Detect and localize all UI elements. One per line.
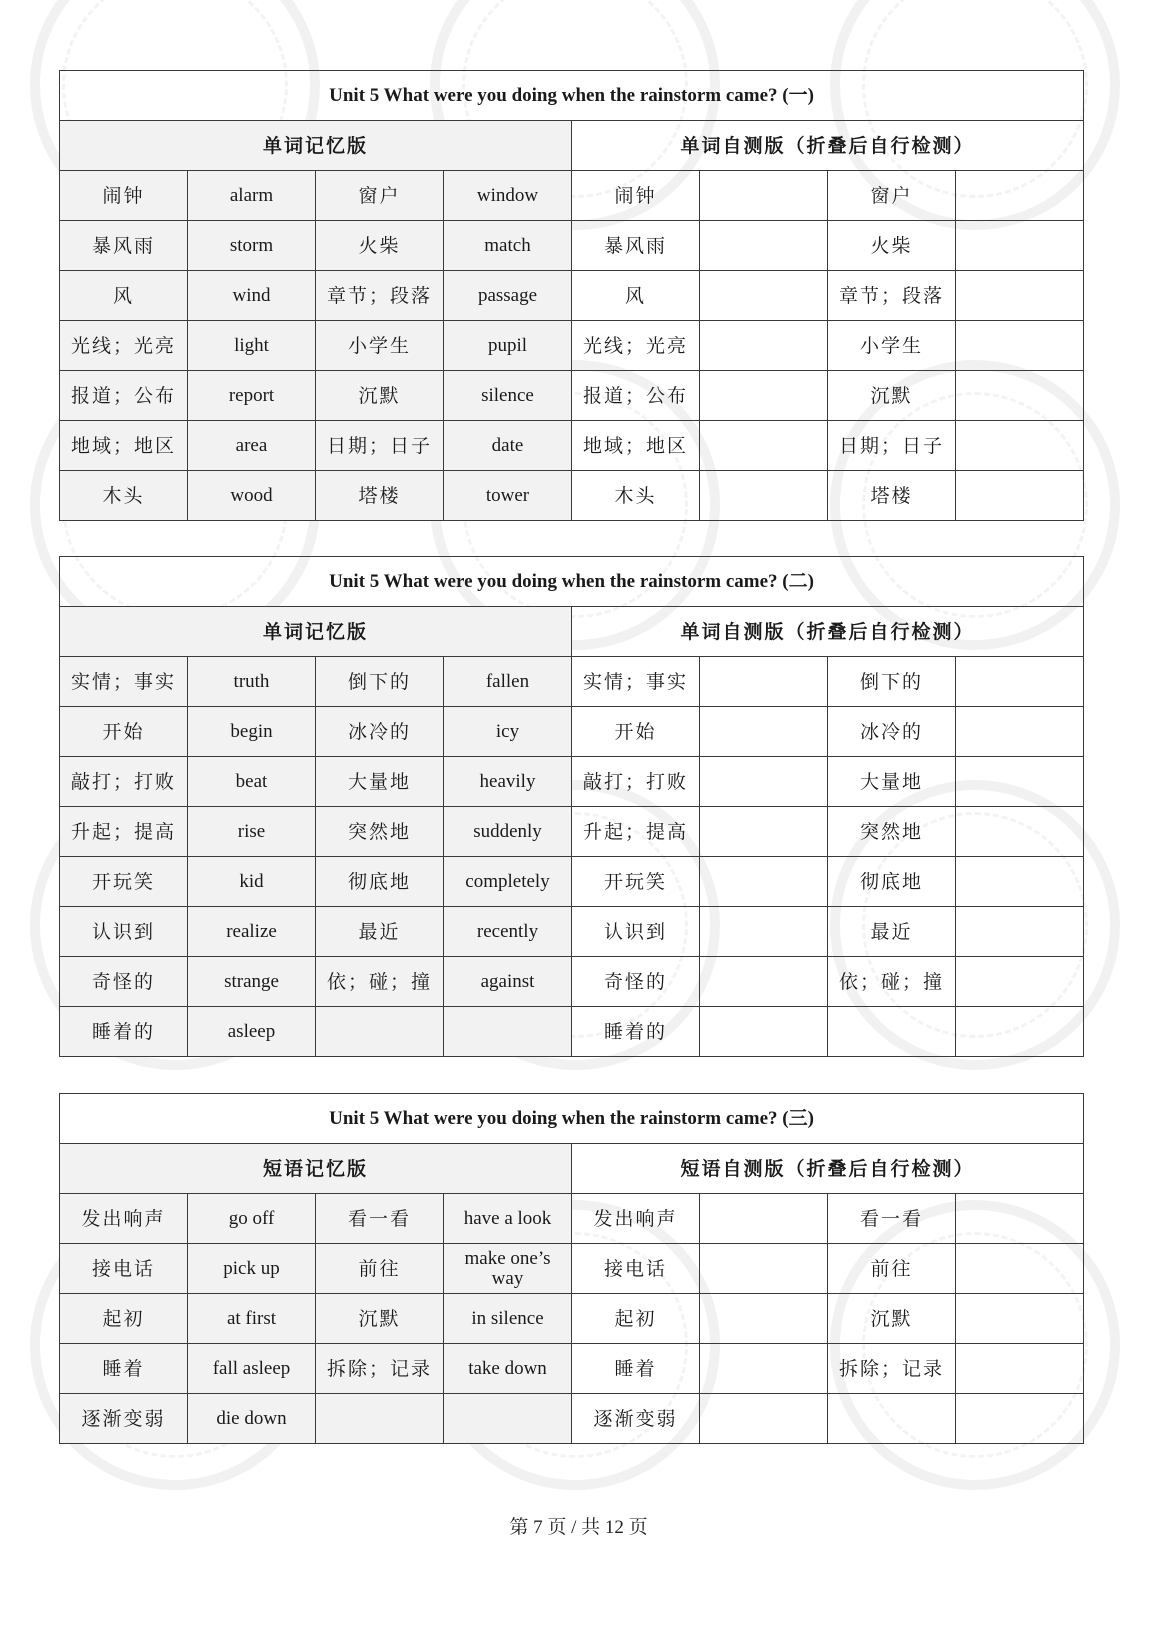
chinese-phrase: 逐渐变弱: [60, 1394, 188, 1444]
answer-blank: [700, 757, 828, 807]
answer-blank: [700, 171, 828, 221]
test-chinese-phrase: 前往: [828, 1244, 956, 1294]
test-chinese-phrase: 看一看: [828, 1194, 956, 1244]
answer-blank: [700, 371, 828, 421]
chinese-word: 突然地: [316, 807, 444, 857]
chinese-word: 依；碰；撞: [316, 957, 444, 1007]
test-chinese-phrase: 逐渐变弱: [572, 1394, 700, 1444]
self-test-header: 短语自测版（折叠后自行检测）: [572, 1144, 1084, 1194]
answer-blank: [956, 957, 1084, 1007]
english-word: truth: [188, 657, 316, 707]
test-chinese-phrase: 睡着: [572, 1344, 700, 1394]
answer-blank: [700, 857, 828, 907]
english-word: realize: [188, 907, 316, 957]
memory-header: 单词记忆版: [60, 607, 572, 657]
test-chinese-word: 沉默: [828, 371, 956, 421]
table-row: [60, 957, 1084, 1007]
english-word: suddenly: [444, 807, 572, 857]
chinese-word: 光线；光亮: [60, 321, 188, 371]
chinese-word: 认识到: [60, 907, 188, 957]
chinese-word: 彻底地: [316, 857, 444, 907]
english-phrase: make one’s way: [444, 1244, 572, 1294]
table-title: Unit 5 What were you doing when the rainstorm came? (二): [60, 557, 1084, 607]
chinese-word: 开始: [60, 707, 188, 757]
english-word: against: [444, 957, 572, 1007]
english-word: heavily: [444, 757, 572, 807]
test-chinese-word: 窗户: [828, 171, 956, 221]
chinese-word: 睡着的: [60, 1007, 188, 1057]
self-test-header: 单词自测版（折叠后自行检测）: [572, 607, 1084, 657]
test-chinese-word: 小学生: [828, 321, 956, 371]
chinese-word: 奇怪的: [60, 957, 188, 1007]
chinese-word: 风: [60, 271, 188, 321]
table-row: [60, 171, 1084, 221]
test-chinese-word: 光线；光亮: [572, 321, 700, 371]
test-chinese-word: 日期；日子: [828, 421, 956, 471]
table-row: [60, 757, 1084, 807]
chinese-word: 冰冷的: [316, 707, 444, 757]
test-chinese-word: 火柴: [828, 221, 956, 271]
test-chinese-word: 闹钟: [572, 171, 700, 221]
answer-blank: [700, 421, 828, 471]
chinese-word: 沉默: [316, 371, 444, 421]
table-row: [60, 421, 1084, 471]
test-chinese-word: 冰冷的: [828, 707, 956, 757]
test-chinese-word: 风: [572, 271, 700, 321]
english-word: pupil: [444, 321, 572, 371]
chinese-word: 实情；事实: [60, 657, 188, 707]
english-phrase: in silence: [444, 1294, 572, 1344]
chinese-phrase: 沉默: [316, 1294, 444, 1344]
english-word: icy: [444, 707, 572, 757]
answer-blank: [956, 857, 1084, 907]
chinese-word: 最近: [316, 907, 444, 957]
table-row: [60, 371, 1084, 421]
chinese-word: 小学生: [316, 321, 444, 371]
english-word: kid: [188, 857, 316, 907]
english-word: [444, 1007, 572, 1057]
vocab-table-1: [59, 70, 1084, 521]
answer-blank: [700, 271, 828, 321]
english-word: date: [444, 421, 572, 471]
table-row: [60, 1344, 1084, 1394]
self-test-header: 单词自测版（折叠后自行检测）: [572, 121, 1084, 171]
answer-blank: [700, 907, 828, 957]
test-chinese-word: 暴风雨: [572, 221, 700, 271]
english-word: completely: [444, 857, 572, 907]
test-chinese-word: 报道；公布: [572, 371, 700, 421]
test-chinese-word: 实情；事实: [572, 657, 700, 707]
chinese-word: 章节；段落: [316, 271, 444, 321]
answer-blank: [956, 221, 1084, 271]
table-row: [60, 221, 1084, 271]
chinese-word: 敲打；打败: [60, 757, 188, 807]
english-phrase: at first: [188, 1294, 316, 1344]
english-word: alarm: [188, 171, 316, 221]
english-word: tower: [444, 471, 572, 521]
answer-blank: [700, 1294, 828, 1344]
chinese-word: 暴风雨: [60, 221, 188, 271]
table-row: [60, 1194, 1084, 1244]
chinese-word: 闹钟: [60, 171, 188, 221]
english-word: begin: [188, 707, 316, 757]
table-row: [60, 857, 1084, 907]
english-word: passage: [444, 271, 572, 321]
answer-blank: [700, 707, 828, 757]
english-word: light: [188, 321, 316, 371]
table-row: [60, 1244, 1084, 1294]
memory-header: 短语记忆版: [60, 1144, 572, 1194]
english-word: wind: [188, 271, 316, 321]
answer-blank: [700, 1194, 828, 1244]
test-chinese-phrase: 拆除；记录: [828, 1344, 956, 1394]
answer-blank: [956, 1394, 1084, 1444]
english-word: asleep: [188, 1007, 316, 1057]
answer-blank: [956, 657, 1084, 707]
answer-blank: [700, 657, 828, 707]
test-chinese-word: 开玩笑: [572, 857, 700, 907]
test-chinese-word: 开始: [572, 707, 700, 757]
table-row: [60, 807, 1084, 857]
test-chinese-word: 大量地: [828, 757, 956, 807]
answer-blank: [700, 221, 828, 271]
english-word: report: [188, 371, 316, 421]
chinese-word: 倒下的: [316, 657, 444, 707]
test-chinese-word: 睡着的: [572, 1007, 700, 1057]
answer-blank: [956, 1294, 1084, 1344]
chinese-phrase: 起初: [60, 1294, 188, 1344]
table-row: [60, 1394, 1084, 1444]
chinese-phrase: [316, 1394, 444, 1444]
chinese-word: 木头: [60, 471, 188, 521]
table-row: [60, 1007, 1084, 1057]
english-phrase: pick up: [188, 1244, 316, 1294]
chinese-phrase: 看一看: [316, 1194, 444, 1244]
chinese-word: 开玩笑: [60, 857, 188, 907]
table-row: [60, 471, 1084, 521]
answer-blank: [956, 807, 1084, 857]
test-chinese-word: 升起；提高: [572, 807, 700, 857]
chinese-phrase: 接电话: [60, 1244, 188, 1294]
english-word: beat: [188, 757, 316, 807]
english-word: wood: [188, 471, 316, 521]
english-word: rise: [188, 807, 316, 857]
english-phrase: fall asleep: [188, 1344, 316, 1394]
test-chinese-word: 突然地: [828, 807, 956, 857]
english-word: window: [444, 171, 572, 221]
memory-header: 单词记忆版: [60, 121, 572, 171]
english-phrase: have a look: [444, 1194, 572, 1244]
answer-blank: [956, 471, 1084, 521]
answer-blank: [956, 1007, 1084, 1057]
answer-blank: [700, 1244, 828, 1294]
table-title: Unit 5 What were you doing when the rainstorm came? (一): [60, 71, 1084, 121]
english-word: recently: [444, 907, 572, 957]
english-word: storm: [188, 221, 316, 271]
answer-blank: [700, 471, 828, 521]
answer-blank: [956, 421, 1084, 471]
english-phrase: go off: [188, 1194, 316, 1244]
answer-blank: [956, 1194, 1084, 1244]
chinese-word: 大量地: [316, 757, 444, 807]
answer-blank: [700, 321, 828, 371]
test-chinese-phrase: 沉默: [828, 1294, 956, 1344]
test-chinese-word: 塔楼: [828, 471, 956, 521]
table-title: Unit 5 What were you doing when the rainstorm came? (三): [60, 1094, 1084, 1144]
phrase-table-3: [59, 1093, 1084, 1444]
table-row: [60, 1294, 1084, 1344]
answer-blank: [956, 171, 1084, 221]
answer-blank: [956, 271, 1084, 321]
table-row: [60, 271, 1084, 321]
test-chinese-word: [828, 1007, 956, 1057]
english-word: strange: [188, 957, 316, 1007]
chinese-phrase: 前往: [316, 1244, 444, 1294]
answer-blank: [956, 907, 1084, 957]
english-phrase: die down: [188, 1394, 316, 1444]
answer-blank: [956, 707, 1084, 757]
test-chinese-word: 认识到: [572, 907, 700, 957]
test-chinese-phrase: 接电话: [572, 1244, 700, 1294]
test-chinese-phrase: 起初: [572, 1294, 700, 1344]
test-chinese-word: 倒下的: [828, 657, 956, 707]
chinese-word: 升起；提高: [60, 807, 188, 857]
english-phrase: [444, 1394, 572, 1444]
english-phrase: take down: [444, 1344, 572, 1394]
answer-blank: [700, 957, 828, 1007]
english-word: area: [188, 421, 316, 471]
answer-blank: [700, 1007, 828, 1057]
chinese-phrase: 拆除；记录: [316, 1344, 444, 1394]
english-word: match: [444, 221, 572, 271]
table-row: [60, 657, 1084, 707]
english-word: silence: [444, 371, 572, 421]
test-chinese-word: 章节；段落: [828, 271, 956, 321]
test-chinese-word: 木头: [572, 471, 700, 521]
table-row: [60, 321, 1084, 371]
chinese-word: 窗户: [316, 171, 444, 221]
test-chinese-word: 奇怪的: [572, 957, 700, 1007]
chinese-word: 塔楼: [316, 471, 444, 521]
answer-blank: [956, 757, 1084, 807]
chinese-phrase: 睡着: [60, 1344, 188, 1394]
chinese-word: [316, 1007, 444, 1057]
test-chinese-word: 最近: [828, 907, 956, 957]
test-chinese-word: 依；碰；撞: [828, 957, 956, 1007]
test-chinese-phrase: [828, 1394, 956, 1444]
chinese-phrase: 发出响声: [60, 1194, 188, 1244]
test-chinese-word: 敲打；打败: [572, 757, 700, 807]
answer-blank: [700, 1394, 828, 1444]
table-row: [60, 707, 1084, 757]
english-word: fallen: [444, 657, 572, 707]
answer-blank: [956, 321, 1084, 371]
vocab-table-2: [59, 556, 1084, 1057]
answer-blank: [956, 1344, 1084, 1394]
test-chinese-phrase: 发出响声: [572, 1194, 700, 1244]
chinese-word: 地域；地区: [60, 421, 188, 471]
chinese-word: 火柴: [316, 221, 444, 271]
chinese-word: 日期；日子: [316, 421, 444, 471]
answer-blank: [956, 1244, 1084, 1294]
chinese-word: 报道；公布: [60, 371, 188, 421]
test-chinese-word: 彻底地: [828, 857, 956, 907]
answer-blank: [700, 1344, 828, 1394]
answer-blank: [700, 807, 828, 857]
test-chinese-word: 地域；地区: [572, 421, 700, 471]
table-row: [60, 907, 1084, 957]
page-number: 第 7 页 / 共 12 页: [509, 1517, 648, 1538]
answer-blank: [956, 371, 1084, 421]
